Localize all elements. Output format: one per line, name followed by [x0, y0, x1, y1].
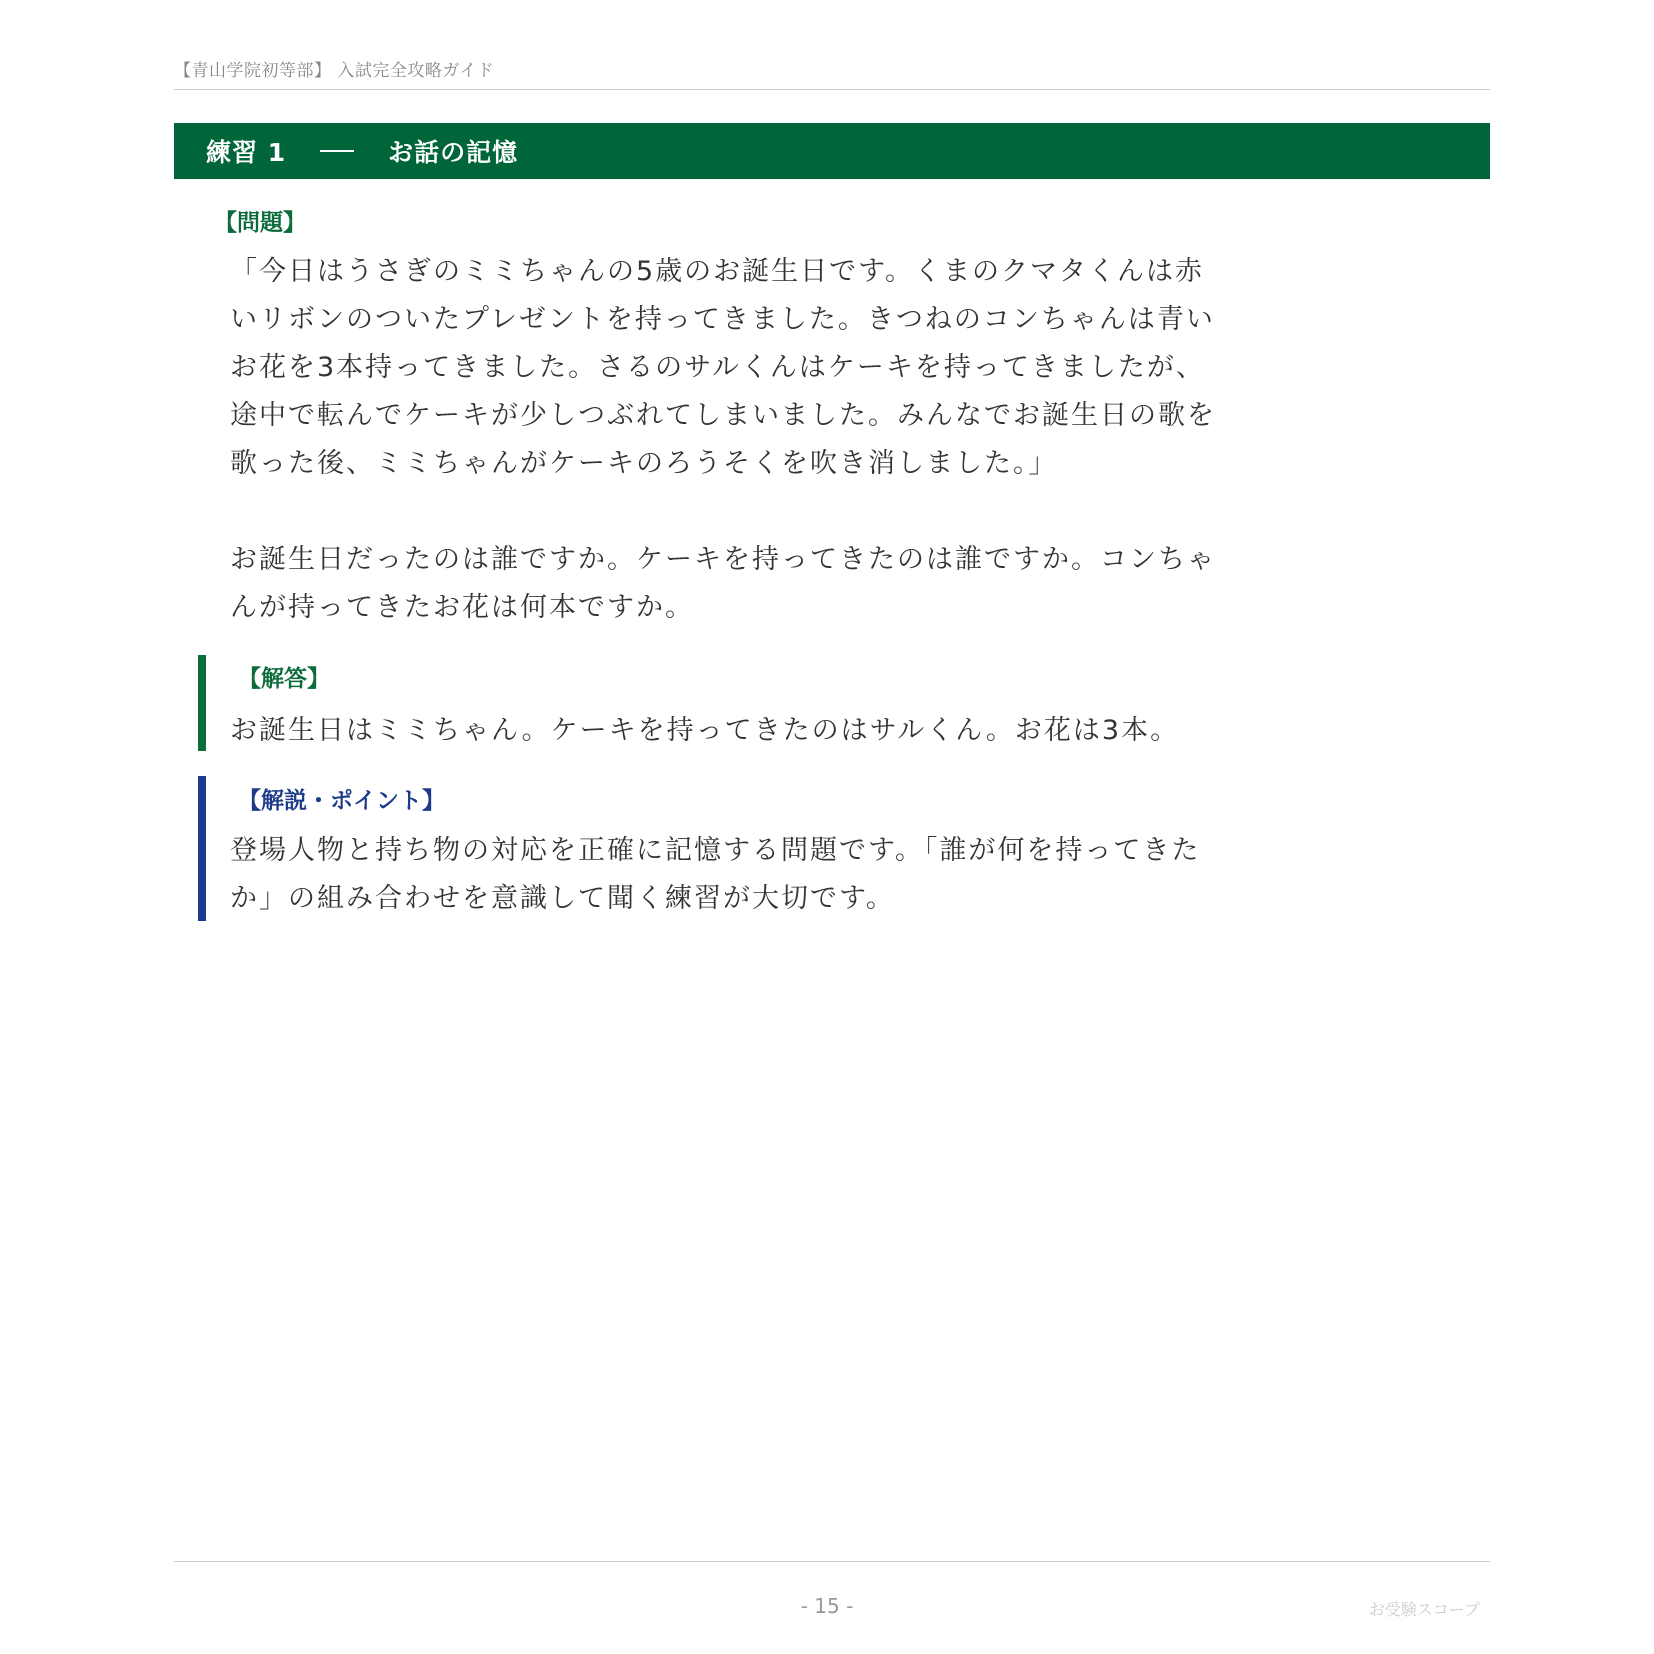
answer-line: お誕生日はミミちゃん。ケーキを持ってきたのはサルくん。お花は3本。	[230, 715, 1180, 746]
header-divider	[174, 89, 1490, 90]
footer-divider	[174, 1561, 1490, 1562]
explanation-line: か」の組み合わせを意識して聞く練習が大切です。	[230, 883, 895, 914]
explanation-accent-bar	[198, 776, 206, 921]
story-line: 歌った後、ミミちゃんがケーキのろうそくを吹き消しました。」	[230, 448, 1058, 479]
story-line: お花を3本持ってきました。さるのサルくんはケーキを持ってきましたが、	[230, 352, 1205, 383]
explanation-label: 【解説・ポイント】	[238, 788, 445, 814]
prompt-line: んが持ってきたお花は何本ですか。	[230, 592, 694, 623]
exercise-title-bar	[174, 123, 1490, 179]
exercise-topic: お話の記憶	[388, 138, 519, 167]
explanation-line: 登場人物と持ち物の対応を正確に記憶する問題です。「誰が何を持ってきた	[230, 835, 1201, 866]
explanation-text	[230, 827, 1470, 923]
running-header: 【青山学院初等部】 入試完全攻略ガイド	[174, 61, 495, 81]
exercise-number: 練習 1	[206, 138, 287, 167]
story-line: 「今日はうさぎのミミちゃんの5歳のお誕生日です。くまのクマタくんは赤	[230, 256, 1205, 287]
answer-text	[230, 707, 1470, 755]
question-story	[230, 248, 1470, 488]
answer-accent-bar	[198, 655, 206, 751]
prompt-line: お誕生日だったのは誰ですか。ケーキを持ってきたのは誰ですか。コンちゃ	[230, 544, 1216, 575]
title-dash	[320, 150, 354, 152]
question-prompt	[230, 536, 1470, 632]
question-label: 【問題】	[214, 210, 306, 236]
answer-label: 【解答】	[238, 666, 330, 692]
page-number: - 15 -	[800, 1594, 854, 1618]
footer-brand: お受験スコープ	[1368, 1600, 1480, 1619]
story-line: 途中で転んでケーキが少しつぶれてしまいました。みんなでお誕生日の歌を	[230, 400, 1216, 431]
story-line: いリボンのついたプレゼントを持ってきました。きつねのコンちゃんは青い	[230, 304, 1215, 335]
